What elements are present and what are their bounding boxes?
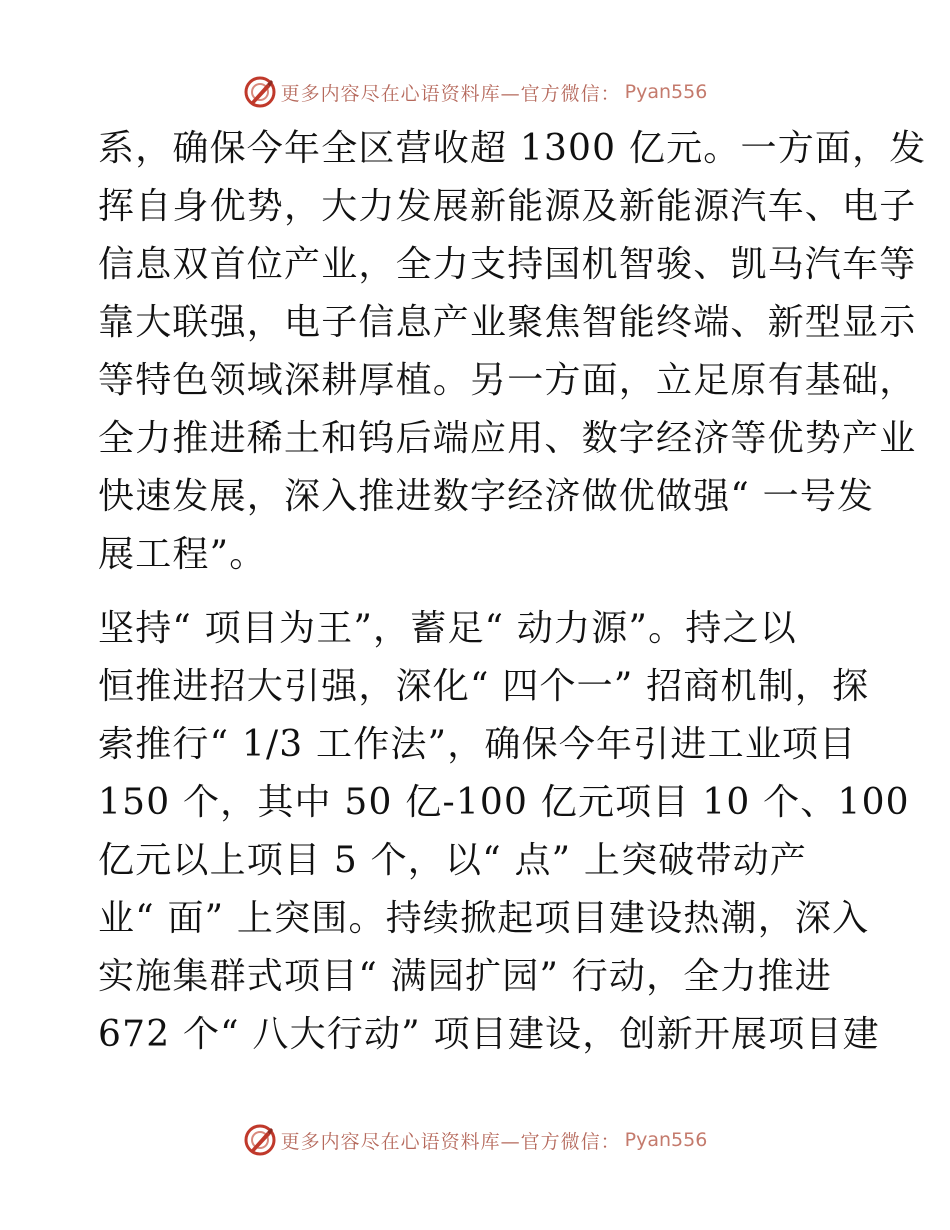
text-line: 全力推进稀土和钨后端应用、数字经济等优势产业 (98, 418, 917, 459)
text-line: 坚持“ 项目为王”，蓄足“ 动力源”。持之以 (98, 608, 797, 649)
text-line: 展工程”。 (98, 534, 267, 575)
header-watermark (0, 72, 950, 112)
paragraph (98, 600, 910, 1064)
text-line: 业“ 面” 上突围。持续掀起项目建设热潮，深入 (98, 898, 870, 939)
text-line: 672 个“ 八大行动” 项目建设，创新开展项目建 (98, 1014, 880, 1055)
footer-watermark (0, 1120, 950, 1160)
text-line: 亿元以上项目 5 个，以“ 点” 上突破带动产 (98, 840, 808, 881)
text-line: 150 个，其中 50 亿-100 亿元项目 10 个、100 (98, 782, 910, 823)
paragraph (98, 120, 927, 584)
pen-logo-icon (243, 75, 277, 109)
text-line: 信息双首位产业，全力支持国机智骏、凯马汽车等 (98, 244, 917, 285)
watermark-wechat-id: Pyan556 (624, 81, 708, 103)
text-line: 快速发展，深入推进数字经济做优做强“ 一号发 (98, 476, 875, 517)
text-line: 恒推进招大引强，深化“ 四个一” 招商机制，探 (98, 666, 870, 707)
watermark-wechat-id: Pyan556 (624, 1129, 708, 1151)
watermark-text: 更多内容尽在心语资料库—官方微信： (280, 1130, 621, 1153)
text-line: 等特色领域深耕厚植。另一方面，立足原有基础， (98, 360, 917, 401)
text-line: 系，确保今年全区营收超 1300 亿元。一方面，发 (98, 128, 927, 169)
text-line: 靠大联强，电子信息产业聚焦智能终端、新型显示 (98, 302, 917, 343)
text-line: 挥自身优势，大力发展新能源及新能源汽车、电子 (98, 186, 917, 227)
watermark-text: 更多内容尽在心语资料库—官方微信： (280, 82, 621, 105)
document-body (98, 120, 927, 1064)
pen-logo-icon (243, 1123, 277, 1157)
text-line: 实施集群式项目“ 满园扩园” 行动，全力推进 (98, 956, 833, 997)
text-line: 索推行“ 1/3 工作法”，确保今年引进工业项目 (98, 724, 857, 765)
